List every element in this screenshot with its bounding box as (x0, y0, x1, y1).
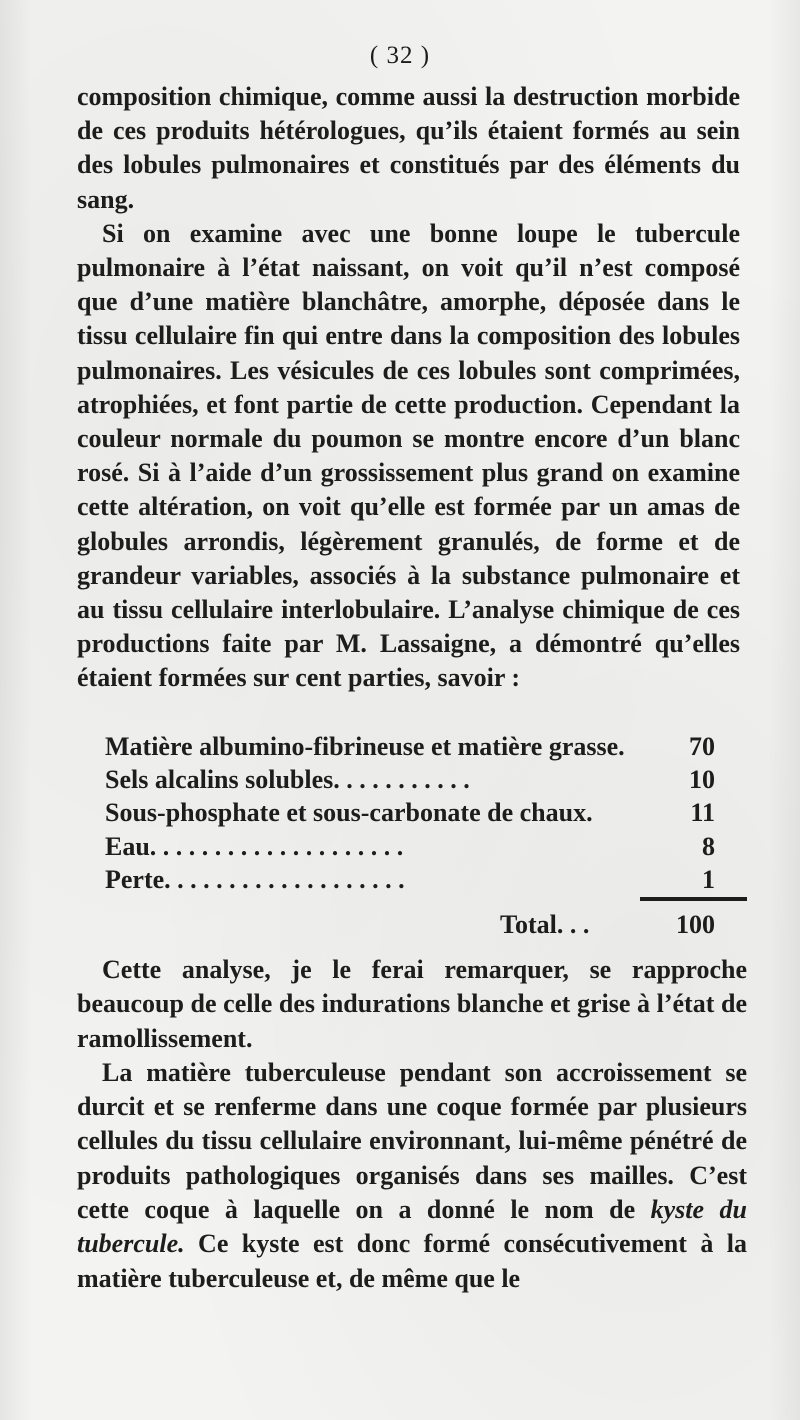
table-row-label: Perte. . . . . . . . . . . . . . . . . . . (105, 864, 405, 894)
total-rule (640, 897, 747, 901)
table-row-value: 70 (689, 732, 715, 761)
paragraph-4-italic-term: kyste du tubercule. (77, 1195, 747, 1259)
paragraph-3: Cette analyse, je le ferai remarquer, se rapproche beaucoup de celle des indurations blanche et grise à l’état de ramollissement. (77, 955, 747, 1053)
paragraph-4-text-before: La matière tuberculeuse pendant son accroissement se durcit et se renferme dans une coque formée par plusieurs cellules du tissu cellulaire environnant, lui-même pénétré de produits pathologiques organisés dans ses mailles. C’est cette coque à laquelle on a donné le nom de (77, 1057, 747, 1225)
page-number: ( 32 ) (369, 42, 431, 69)
table-row-label: Matière albumino-fibrineuse et matière grasse. (105, 732, 625, 761)
table-row-value: 11 (690, 798, 715, 828)
table-row-value: 1 (702, 864, 715, 894)
table-row (105, 863, 745, 896)
table-row-value: 8 (702, 831, 715, 861)
paragraph-2: Si on examine avec une bonne loupe le tubercule pulmonaire à l’état naissant, on voit qu’il n’est composé que d’une matière blanchâtre, amorphe, déposée dans le tissu cellulaire fin qui entre dans la composition des lobules pulmonaires. Les vésicules de ces lobules sont comprimées, atrophiées, et font partie de cette production. Cependant la couleur normale du poumon se montre encore d’un blanc rosé. Si à l’aide d’un grossissement plus grand on examine cette altération, on voit qu’elle est formée par un amas de globules arrondis, légèrement granulés, de forme et de grandeur variables, associés à la substance pulmonaire et au tissu cellulaire interlobulaire. L’analyse chimique de ces productions faite par M. Lassaigne, a démontré qu’elles étaient formées sur cent parties, savoir : (77, 218, 740, 693)
body-text-bottom (77, 953, 747, 1296)
paragraph-4 (77, 1056, 747, 1296)
total-value: 100 (676, 910, 715, 939)
paragraph-4-text-after: Ce kyste est donc formé consécutivement à la matière tuberculeuse et, de même que le (77, 1229, 747, 1293)
composition-table (105, 730, 745, 896)
table-row (105, 730, 745, 763)
table-row-label: Sels alcalins solubles. . . . . . . . . . . (105, 765, 470, 795)
table-row-label: Eau. . . . . . . . . . . . . . . . . . . . (105, 831, 404, 861)
table-row-label: Sous-phosphate et sous-carbonate de chaux. (105, 798, 593, 828)
table-row (105, 796, 745, 829)
table-row-value: 10 (689, 765, 715, 795)
table-row (105, 830, 745, 863)
body-text-top (77, 80, 740, 696)
table-row (105, 763, 745, 796)
total-label: Total. . . (500, 910, 590, 939)
paragraph-1: composition chimique, comme aussi la destruction morbide de ces produits hétérologues, qu’ils étaient formés au sein des lobules pulmonaires et constitués par des éléments du sang. (77, 82, 740, 214)
total-row (500, 907, 745, 943)
